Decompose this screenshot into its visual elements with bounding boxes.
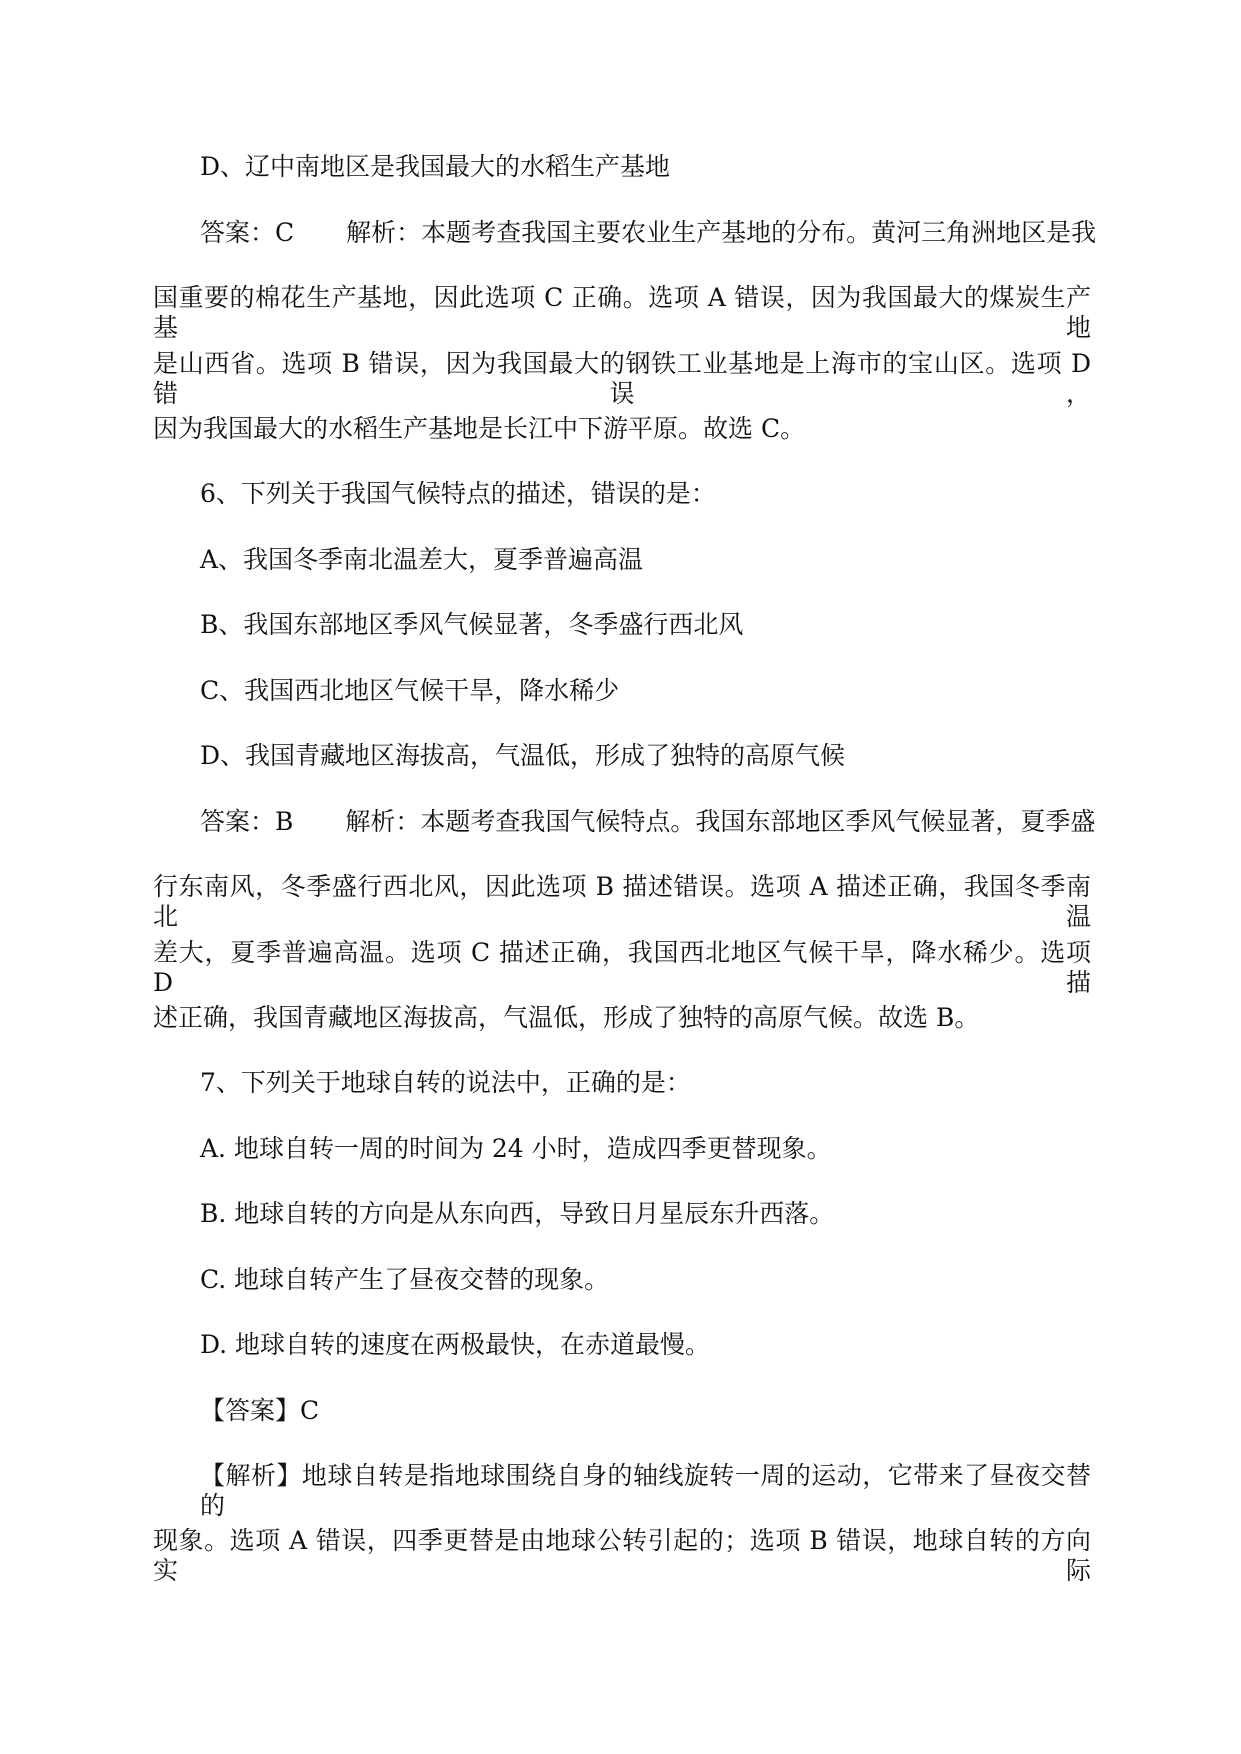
- q6-option-b: B、我国东部地区季风气候显著，冬季盛行西北风: [200, 610, 744, 639]
- q7-question: 7、下列关于地球自转的说法中，正确的是：: [200, 1068, 691, 1097]
- q5-explanation-line: 国重要的棉花生产基地，因此选项 C 正确。选项 A 错误，因为我国最大的煤炭生产基地: [153, 283, 1091, 342]
- q7-explanation-line: 现象。选项 A 错误，四季更替是由地球公转引起的；选项 B 错误，地球自转的方向实际: [153, 1526, 1091, 1585]
- q6-explanation-start: 解析：本题考查我国气候特点。我国东部地区季风气候显著，夏季盛: [345, 807, 1096, 836]
- q7-answer: 【答案】C: [200, 1396, 320, 1425]
- q6-explanation-line: 述正确，我国青藏地区海拔高，气温低，形成了独特的高原气候。故选 B。: [153, 1003, 980, 1032]
- q6-option-c: C、我国西北地区气候干旱，降水稀少: [200, 676, 620, 705]
- q6-answer-label: 答案：B: [200, 807, 294, 836]
- q7-option-b: B. 地球自转的方向是从东向西，导致日月星辰东升西落。: [200, 1199, 835, 1228]
- q6-explanation-line: 差大，夏季普遍高温。选项 C 描述正确，我国西北地区气候干旱，降水稀少。选项 D 描: [153, 938, 1091, 997]
- q5-explanation-start: 解析：本题考查我国主要农业生产基地的分布。黄河三角洲地区是我: [346, 218, 1097, 247]
- q5-explanation-line: 因为我国最大的水稻生产基地是长江中下游平原。故选 C。: [153, 414, 806, 443]
- q6-option-d: D、我国青藏地区海拔高，气温低，形成了独特的高原气候: [200, 741, 846, 770]
- q5-explanation-line: 是山西省。选项 B 错误，因为我国最大的钢铁工业基地是上海市的宝山区。选项 D 错误，: [153, 349, 1091, 408]
- q7-option-a: A. 地球自转一周的时间为 24 小时，造成四季更替现象。: [200, 1134, 832, 1163]
- q6-option-a: A、我国冬季南北温差大，夏季普遍高温: [200, 545, 644, 574]
- q7-option-d: D. 地球自转的速度在两极最快，在赤道最慢。: [200, 1330, 711, 1359]
- q7-explanation-start: 【解析】地球自转是指地球围绕自身的轴线旋转一周的运动，它带来了昼夜交替的: [200, 1461, 1091, 1520]
- q6-question: 6、下列关于我国气候特点的描述，错误的是：: [200, 479, 716, 508]
- q6-answer-explanation-first-line: [200, 807, 1095, 837]
- q7-option-c: C. 地球自转产生了昼夜交替的现象。: [200, 1265, 610, 1294]
- q5-answer-label: 答案：C: [200, 218, 295, 247]
- q6-explanation-line: 行东南风，冬季盛行西北风，因此选项 B 描述错误。选项 A 描述正确，我国冬季南北温: [153, 872, 1091, 931]
- q5-answer-explanation-first-line: [200, 218, 1096, 248]
- q5-option-d: D、辽中南地区是我国最大的水稻生产基地: [200, 152, 671, 181]
